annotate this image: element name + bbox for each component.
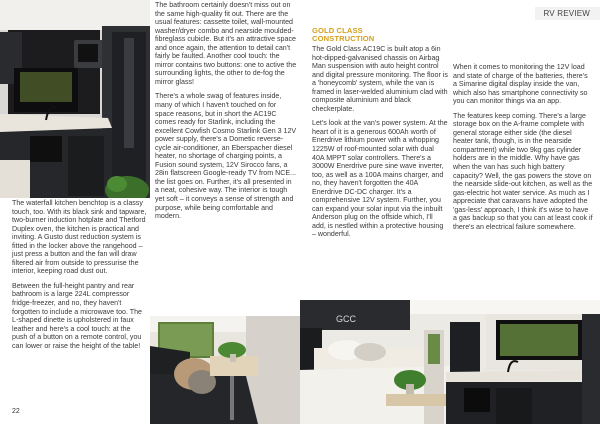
dinette-photo	[150, 316, 300, 424]
col4-paragraph-1: When it comes to monitoring the 12V load and state of charge of the batteries, there's a Simarine digital display inside the van, which also has smartphone connectivity so you can monitor things via an app.	[453, 63, 588, 106]
column-4	[453, 63, 593, 237]
col1-paragraph-2: Between the full-height pantry and rear bathroom is a large 224L compressor fridge-freezer, and no, they haven't forgotten to include a microwave too. The L-shaped dinette is upholstered in faux leather and here's a cool touch: at the push of a button on a remote control, you can lower or raise the height of the table!	[12, 281, 142, 350]
col3-paragraph-2: Let's look at the van's power system. At the heart of it is a generous 600Ah worth of Enerdrive lithium power with a whopping 1225W of roof-mounted solar with dual 40A MPPT solar controllers. There's a 3000W Enerdrive pure sine wave inverter, too, as well as a 100A mains charger, and no, they haven't forgotten the 40A Enerdrive DC-DC charger. It's a comprehensive 12V system. Further, you can expand your solar input via the inbuilt Anderson plug on the offside which, I'll add, is nestled within a protective housing – wonderful.	[312, 119, 448, 239]
column-1	[12, 199, 147, 356]
heading-line-2: CONSTRUCTION	[312, 34, 375, 44]
col4-paragraph-2: The features keep coming. There's a large storage box on the A-frame complete with general storage either side (the diesel heater tank, though, is in the nearside compartment) while two 9kg gas cylinder holders are in the middle. Why have gas when the van has such high battery capacity? Well, the gas powers the stove on the nearside slide-out kitchen, as well as the gas-electric hot water service. As much as I appreciate that caravans have adopted the 'gas-less' approach, I think it's wise to have a gas backup so that you can at least cook if there's an electrical failure somewhere.	[453, 111, 593, 231]
svg-text:GCC: GCC	[336, 314, 356, 324]
col1-paragraph-1: The waterfall kitchen benchtop is a classy touch, too. With its black sink and tapware, two-burner induction hotplate and Thetford Duplex oven, the kitchen is practical and inviting. A Gusto dust reduction system is fitted in the locker above the rangehood – just press a button and the fan will draw filtered air from outside to pressurise the interior, keeping road dust out.	[12, 199, 147, 276]
section-tag: RV REVIEW	[535, 7, 600, 20]
interior-photo	[300, 300, 600, 424]
kitchen-photo	[0, 0, 150, 198]
page-number: 22	[12, 408, 20, 415]
column-3	[312, 45, 448, 245]
heading-line-1: GOLD CLASS	[312, 26, 363, 35]
column-2	[155, 1, 297, 227]
col3-paragraph-1: The Gold Class AC19C is built atop a 6in hot-dipped-galvanised chassis on Airbag Man suspension with auto height control and digital pressure monitoring. The floor is a 'honeycomb' system, while the van is framed in laser-welded aluminium clad with composite aluminium and black checkerplate.	[312, 45, 448, 113]
col2-paragraph-1: The bathroom certainly doesn't miss out on the same high-quality fit out. There are the usual features: cassette toilet, wall-mounted washer/dryer combo and nearside moulded-fibreglass cubicle. But it's an attractive space and once again, the attention to detail can't fairly be faulted. Another cool touch: the mirror contains two buttons: one to active the surrounding lights, the other to de-fog the mirror glass!	[155, 1, 297, 86]
col2-paragraph-2: There's a whole swag of features inside, many of which I haven't touched on for space reasons, but in short the AC19C comes ready for Starlink, including the excellent Cowfish Cosmo Starlink Gen 3 12V power supply, there's a Dometic reverse-cycle air-conditioner, an Eberspacher diesel heater, no shortage of charging points, a Fusion sound system, 12V Sirocco fans, a 28in flatscreen Google-ready TV from NCE... the list goes on. Further, it's all presented in a neat, cohesive way. The interior is tough yet soft – it conveys a sense of strength and purpose, while being comfortable and modern.	[155, 92, 297, 221]
section-heading	[312, 27, 452, 43]
